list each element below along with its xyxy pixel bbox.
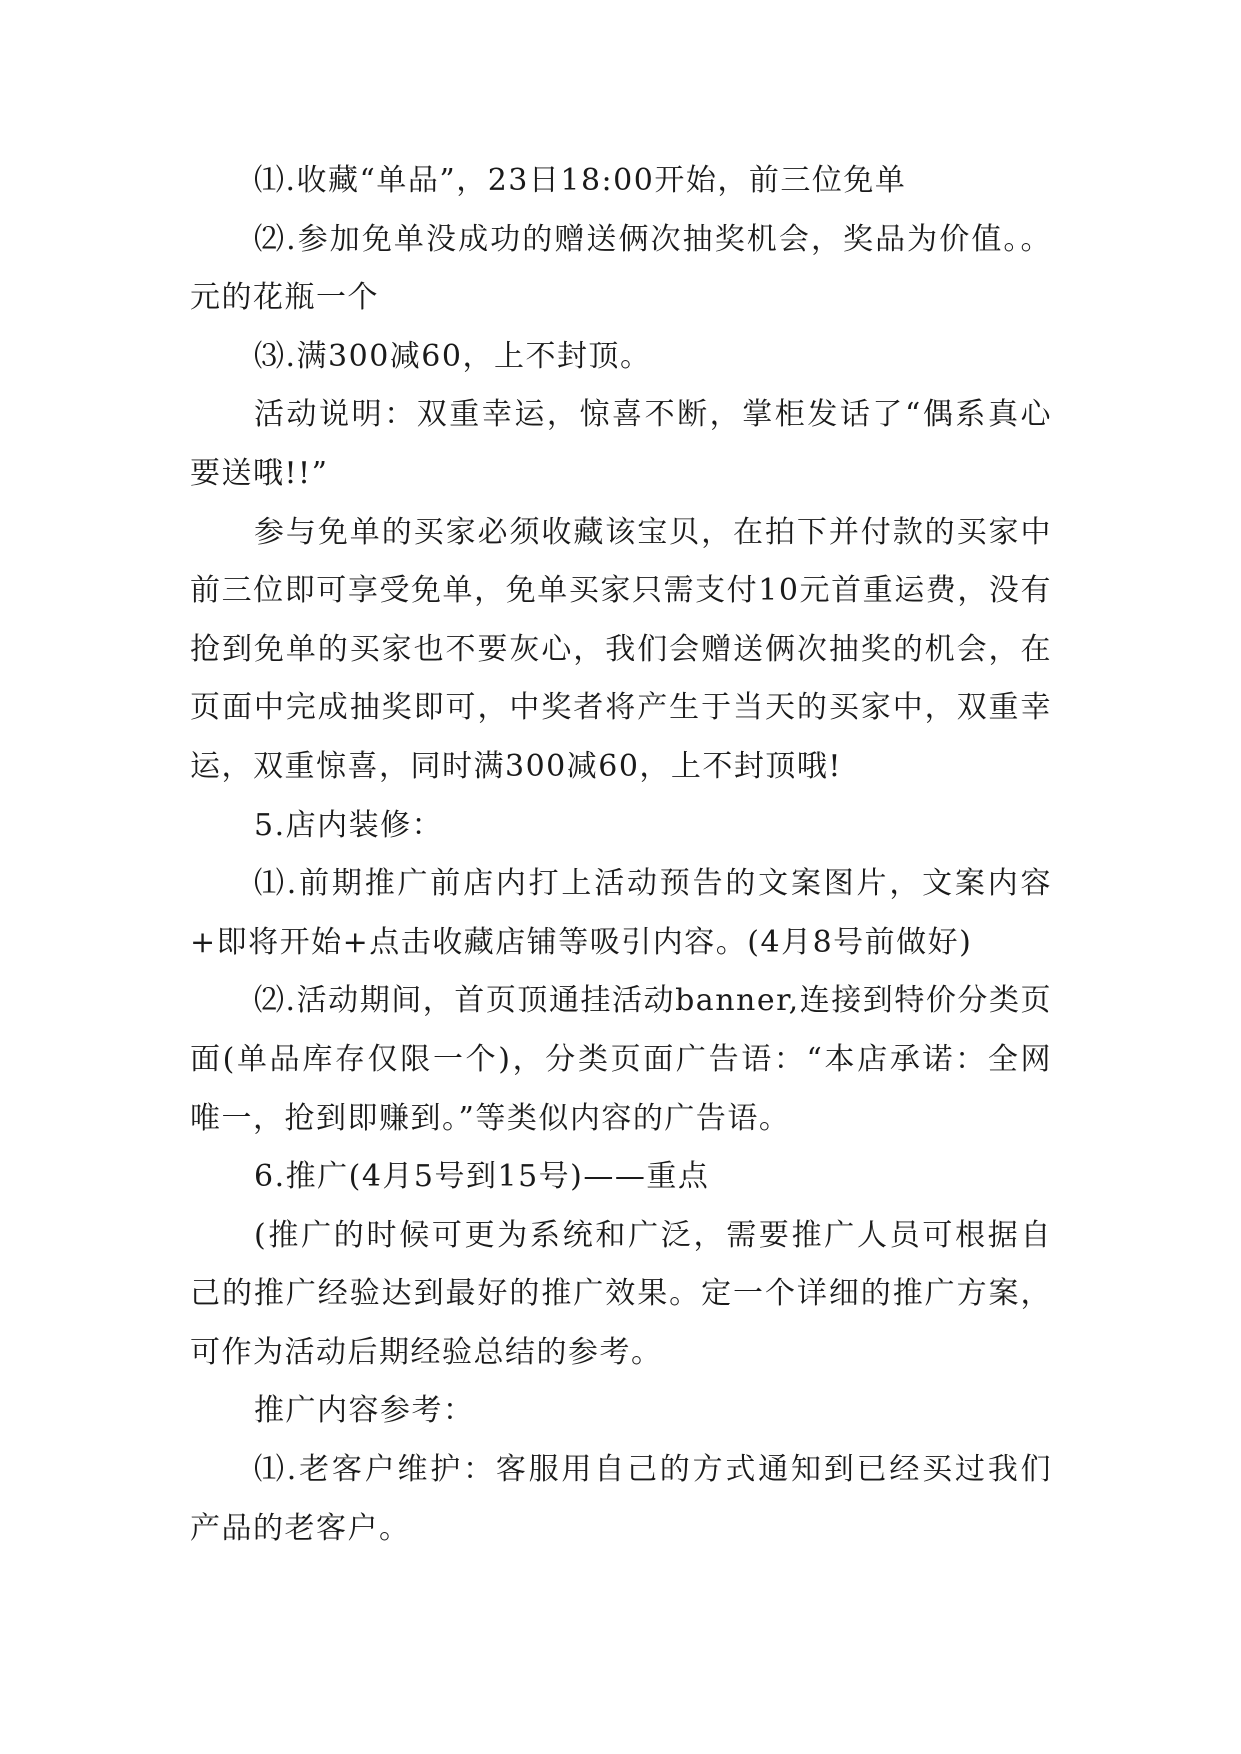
paragraph-activity-description: 活动说明：双重幸运，惊喜不断，掌柜发话了“偶系真心要送哦!!” [190, 397, 1052, 491]
paragraph-lottery-chances: ⑵.参加免单没成功的赠送俩次抽奖机会，奖品为价值。。元的花瓶一个 [190, 221, 1052, 316]
document-body [190, 152, 1052, 1558]
paragraph-promotion-reference: 推广内容参考： [254, 1393, 475, 1429]
paragraph-old-customer: ⑴.老客户维护：客服用自己的方式通知到已经买过我们产品的老客户。 [190, 1452, 1052, 1546]
paragraph-activity-banner: ⑵.活动期间，首页顶通挂活动banner,连接到特价分类页面(单品库存仅限一个)，分类页面广告语：“本店承诺：全网唯一，抢到即赚到。”等类似内容的广告语。 [190, 983, 1052, 1136]
paragraph-free-order-rules: 参与免单的买家必须收藏该宝贝，在拍下并付款的买家中前三位即可享受免单，免单买家只需支付10元首重运费，没有抢到免单的买家也不要灰心，我们会赠送俩次抽奖的机会，在页面中完成抽奖即可，中奖者将产生于当天的买家中，双重幸运，双重惊喜，同时满300减60，上不封顶哦! [190, 514, 1052, 784]
paragraph-pre-promotion: ⑴.前期推广前店内打上活动预告的文案图片，文案内容+即将开始+点击收藏店铺等吸引内容。(4月8号前做好) [190, 866, 1052, 960]
paragraph-promotion-plan: (推广的时候可更为系统和广泛，需要推广人员可根据自己的推广经验达到最好的推广效果。定一个详细的推广方案，可作为活动后期经验总结的参考。 [190, 1217, 1052, 1370]
paragraph-discount: ⑶.满300减60，上不封顶。 [254, 338, 652, 374]
section-heading-store-decoration: 5.店内装修： [254, 807, 444, 843]
paragraph-collect-item: ⑴.收藏“单品”，23日18:00开始，前三位免单 [254, 163, 907, 198]
section-heading-promotion: 6.推广(4月5号到15号)——重点 [254, 1159, 710, 1195]
